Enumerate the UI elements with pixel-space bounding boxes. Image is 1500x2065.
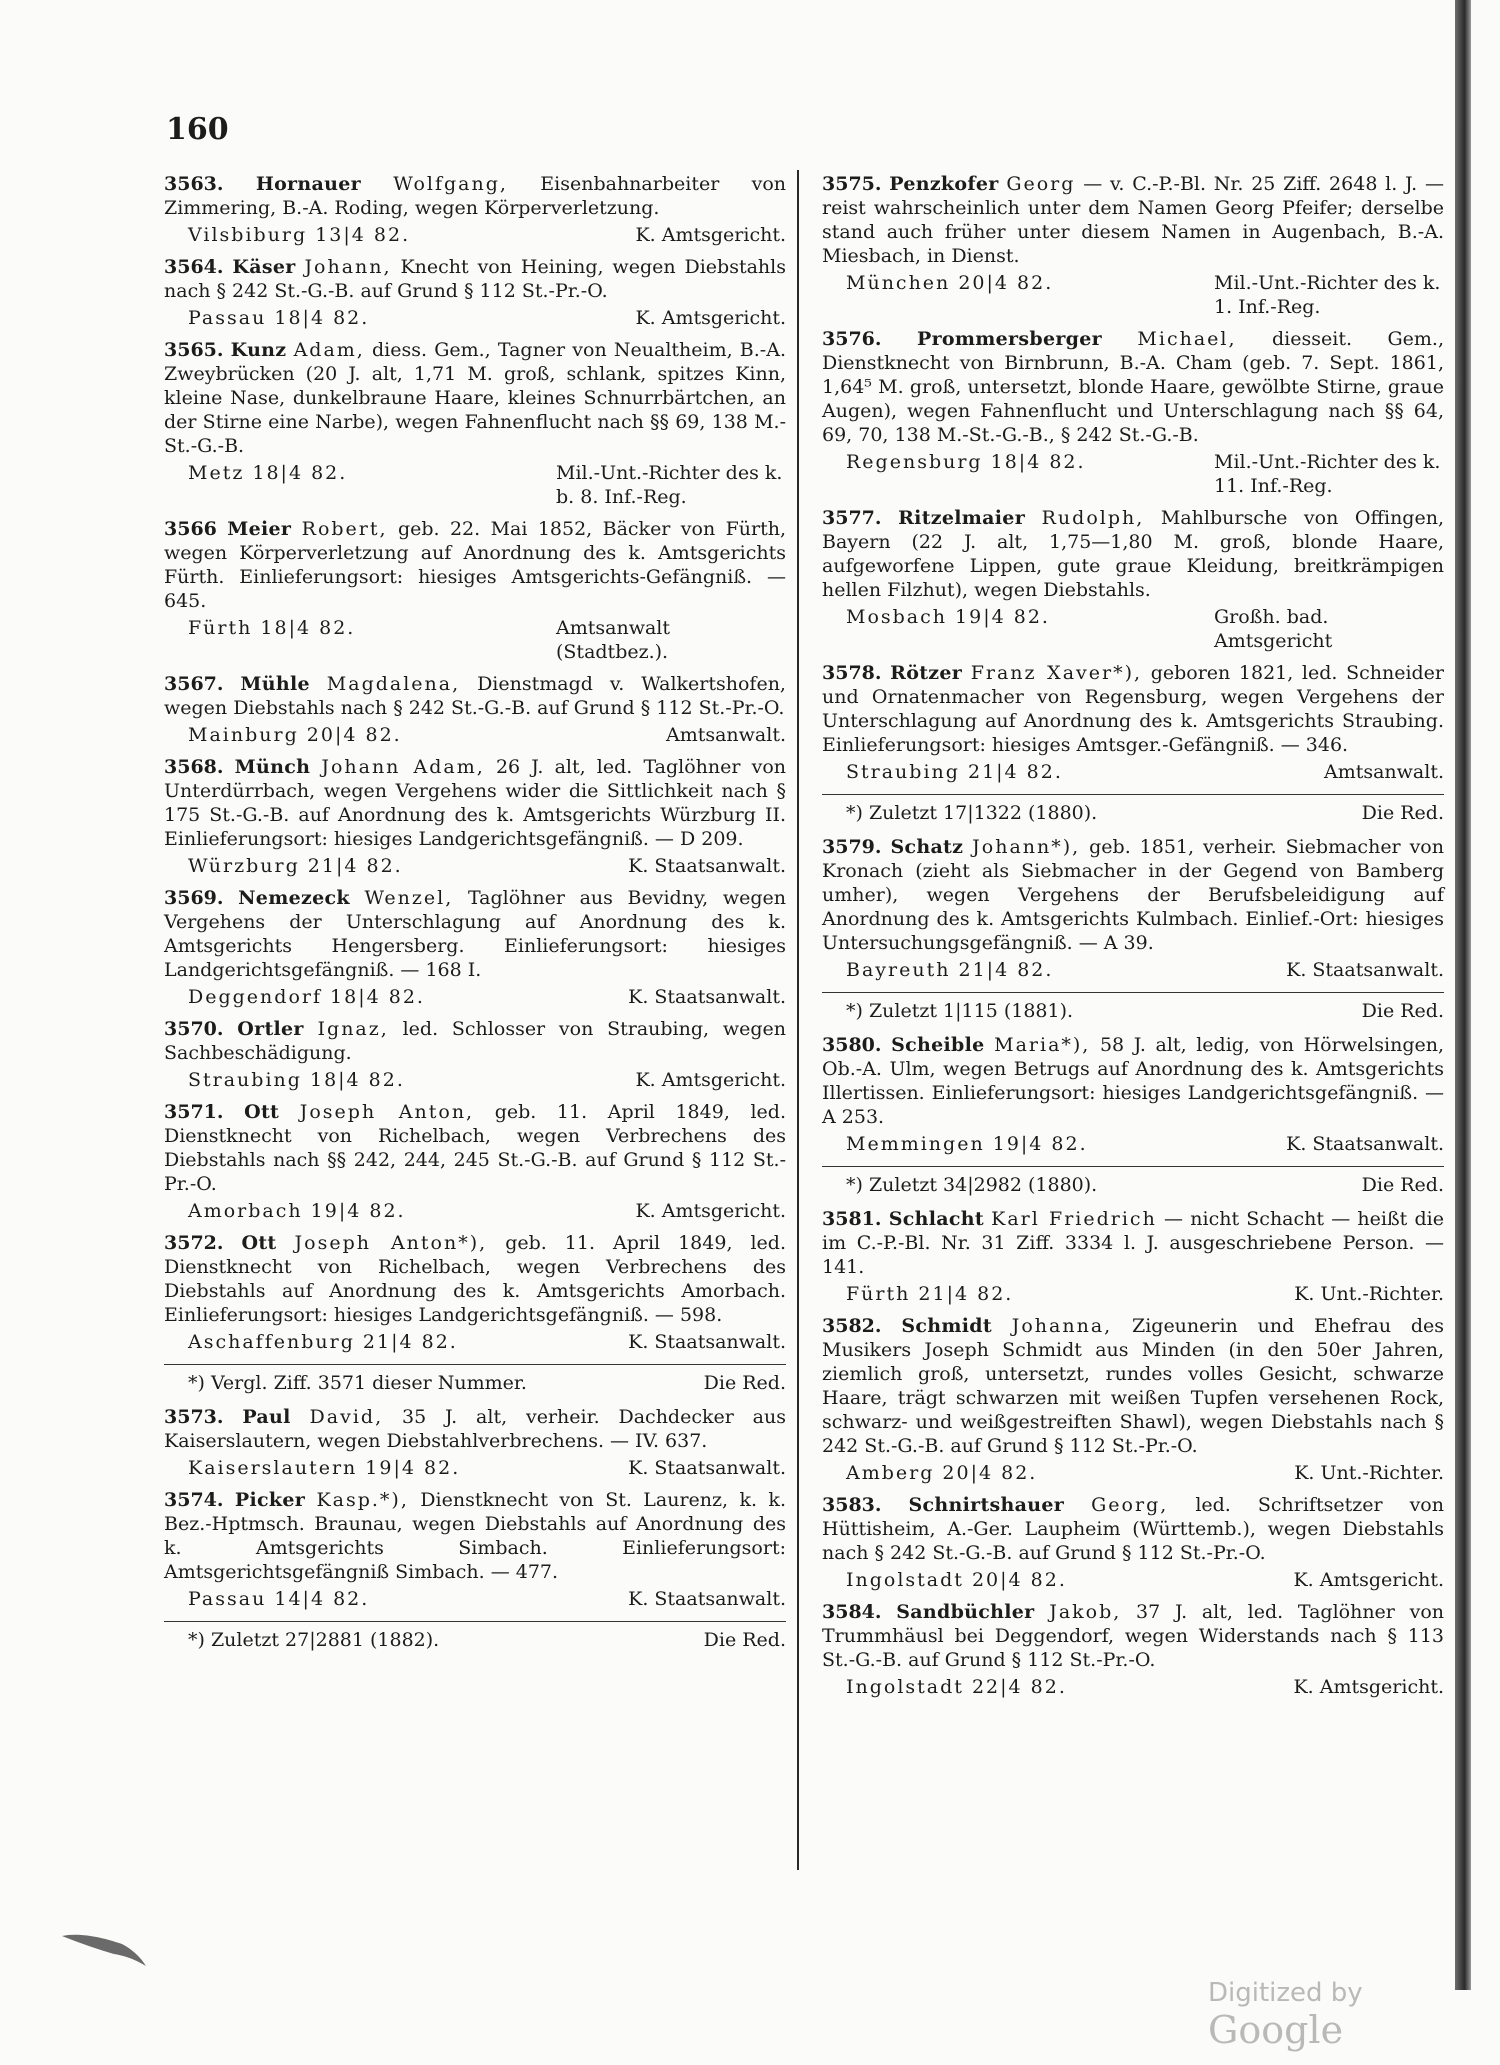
entry-signature [164,223,786,247]
entry-signature [164,1330,786,1354]
entry-surname: Münch [234,756,311,778]
entry-description: Knecht von Heining, wegen Diebstahls nach § 242 St.-G.-B. auf Grund § 112 St.-Pr.-O. [164,256,786,302]
entry-text [164,755,786,851]
entry-authority: K. Staatsanwalt. [628,1331,786,1353]
entry-number: 3567. [164,673,224,695]
entry-authority: K. Staatsanwalt. [1286,1133,1444,1155]
entry-authority: K. Amtsgericht. [1293,1676,1444,1698]
entry-given-name: Jakob, [1049,1601,1122,1623]
register-entry [164,338,786,509]
footnote-text: *) Zuletzt 1|115 (1881). [846,1000,1074,1022]
entry-description: led. Schlosser von Straubing, wegen Sachbeschädigung. [164,1018,786,1064]
entry-number: 3571. [164,1101,224,1123]
footnote [164,1628,786,1652]
entry-text [822,661,1444,757]
entry-surname: Schmidt [901,1315,992,1337]
entry-given-name: Georg, [1091,1494,1169,1516]
entry-text [164,255,786,303]
entry-surname: Kunz [230,339,287,361]
footnote-rule [164,1621,786,1622]
entry-description: 58 J. alt, ledig, von Hörwelsingen, Ob.-A. Ulm, wegen Betrugs auf Anordnung des k. Amtsgerichts Illertissen. Einlieferungsort: hiesiges Landgerichtsgefängniß. — A 253. [822,1034,1444,1128]
footnote-rule [822,794,1444,795]
entry-text [822,1314,1444,1458]
entry-place-date: Mainburg 20|4 82. [188,724,402,746]
entry-description: 37 J. alt, led. Taglöhner von Trummhäusl bei Deggendorf, wegen Widerstands nach § 113 St.-G.-B. auf Grund § 112 St.-Pr.-O. [822,1601,1445,1671]
register-entry [164,255,786,330]
entry-description: Eisenbahnarbeiter von Zimmering, B.-A. Roding, wegen Körperverletzung. [164,173,787,219]
entry-authority: K. Amtsgericht. [635,307,786,329]
entry-place-date: Fürth 18|4 82. [188,617,356,639]
entry-given-name: Wenzel, [364,887,454,909]
entry-description: diesseit. Gem., Dienstknecht von Birnbrunn, B.-A. Cham (geb. 7. Sept. 1861, 1,64⁵ M. groß, untersetzt, blonde Haare, gewölbte Stirne, graue Augen), wegen Fahnenflucht und Unterschlagung nach §§ 64, 69, 70, 138 M.-St.-G.-B., § 242 St.-G.-B. [822,328,1444,446]
entry-surname: Mühle [240,673,310,695]
entry-place-date: München 20|4 82. [846,272,1054,294]
entry-signature [822,605,1444,653]
entry-text [164,1488,786,1584]
entry-surname: Nemezeck [238,887,350,909]
entry-place-date: Straubing 21|4 82. [846,761,1063,783]
entry-description: diess. Gem., Tagner von Neualtheim, B.-A. Zweybrücken (20 J. alt, 1,71 M. groß, schlank, spitzes Kinn, kleine Nase, dunkelbraune Haare, kleines Schnurrbärtchen, an der Stirne eine Narbe), wegen Fahnenflucht nach §§ 69, 138 M.-St.-G.-B. [164,339,786,457]
entry-number: 3575. [822,173,882,195]
entry-description: 26 J. alt, led. Taglöhner von Unterdürrbach, wegen Vergehens wider die Sittlichkeit nach § 175 St.-G.-B. auf Anordnung des k. Amtsgerichts Würzburg II. Einlieferungsort: hiesiges Landgerichtsgefängniß. — D 209. [164,756,787,850]
entry-authority: K. Unt.-Richter. [1294,1462,1444,1484]
entry-text [164,172,786,220]
entry-authority: Mil.-Unt.-Richter des k. b. 8. Inf.-Reg. [556,462,783,508]
entry-surname: Meier [227,518,292,540]
entry-number: 3578. [822,662,882,684]
entry-number: 3569. [164,887,224,909]
footnote-sign: Die Red. [1361,1174,1444,1196]
entry-signature [164,985,786,1009]
footnote-text: *) Zuletzt 27|2881 (1882). [188,1629,440,1651]
register-entry [822,172,1444,319]
page-edge-shadow [1455,0,1471,1990]
entry-text [164,517,786,613]
entry-authority: Amtsanwalt. [1323,761,1444,783]
entry-surname: Penzkofer [889,173,999,195]
entry-number: 3582. [822,1315,882,1337]
entry-number: 3579. [822,836,882,858]
entry-text [164,1231,786,1327]
entry-place-date: Memmingen 19|4 82. [846,1133,1088,1155]
entry-text [822,1493,1444,1565]
entry-place-date: Würzburg 21|4 82. [188,855,403,877]
entry-surname: Prommersberger [916,328,1102,350]
entry-given-name: Robert, [301,518,388,540]
entry-given-name: Joseph Anton*), [294,1232,488,1254]
column-divider [797,170,799,1870]
entry-authority: Mil.-Unt.-Richter des k. 11. Inf.-Reg. [1214,451,1441,497]
register-entry [164,1231,786,1354]
register-entry [164,886,786,1009]
register-entry [164,1405,786,1480]
entry-given-name: Franz Xaver*), [970,662,1143,684]
entry-signature [822,1461,1444,1485]
entry-surname: Picker [234,1489,306,1511]
footnote [822,801,1444,825]
register-entry [822,661,1444,784]
register-entry [822,835,1444,982]
entry-text [822,172,1444,268]
entry-description: led. Schriftsetzer von Hüttisheim, A.-Ger. Laupheim (Württemb.), wegen Diebstahls nach § 242 St.-G.-B. auf Grund § 112 St.-Pr.-O. [822,1494,1444,1564]
register-entry [164,1488,786,1611]
entry-authority: K. Staatsanwalt. [628,986,786,1008]
entry-signature [164,1587,786,1611]
entry-given-name: David, [309,1406,384,1428]
entry-text [164,1017,786,1065]
entry-authority: Mil.-Unt.-Richter des k. 1. Inf.-Reg. [1214,272,1441,318]
footnote-sign: Die Red. [1361,1000,1444,1022]
entry-place-date: Aschaffenburg 21|4 82. [188,1331,458,1353]
entry-number: 3577. [822,507,882,529]
entry-description: Taglöhner aus Bevidny, wegen Vergehens der Unterschlagung auf Anordnung des k. Amtsgerichts Hengersberg. Einlieferungsort: hiesiges Landgerichtsgefängniß. — 168 I. [164,887,786,981]
entry-given-name: Wolfgang, [393,173,508,195]
entry-description: geboren 1821, led. Schneider und Ornatenmacher von Regensburg, wegen Vergehens der Unterschlagung auf Anordnung des k. Amtsgerichts Straubing. Einlieferungsort: hiesiges Amtsger.-Gefängniß. — 346. [822,662,1445,756]
entry-given-name: Rudolph, [1041,507,1145,529]
entry-given-name: Johann Adam, [321,756,485,778]
entry-place-date: Vilsbiburg 13|4 82. [188,224,411,246]
entry-description: Dienstknecht von St. Laurenz, k. k. Bez.-Hptmsch. Braunau, wegen Diebstahls auf Anordnung des k. Amtsgerichts Simbach. Einlieferungsort: Amtsgerichtsgefängniß Simbach. — 477. [164,1489,786,1583]
entry-surname: Schnirtshauer [908,1494,1065,1516]
entry-text [822,835,1444,955]
footnote-text: *) Zuletzt 17|1322 (1880). [846,802,1098,824]
register-entry [164,1017,786,1092]
entry-surname: Hornauer [255,173,361,195]
entry-place-date: Straubing 18|4 82. [188,1069,405,1091]
entry-text [822,1207,1444,1279]
entry-number: 3576. [822,328,882,350]
entry-surname: Paul [242,1406,291,1428]
entry-number: 3583. [822,1494,882,1516]
entry-surname: Schlacht [888,1208,984,1230]
entry-place-date: Ingolstadt 22|4 82. [846,1676,1067,1698]
entry-surname: Ritzelmaier [898,507,1026,529]
entry-given-name: Maria*), [994,1034,1091,1056]
entry-text [822,327,1444,447]
entry-signature [822,1675,1444,1699]
entry-place-date: Mosbach 19|4 82. [846,606,1050,628]
entry-number: 3572. [164,1232,224,1254]
entry-description: — v. C.-P.-Bl. Nr. 25 Ziff. 2648 l. J. — reist wahrscheinlich unter dem Namen Georg Pfeifer; derselbe stand auch früher unter diesem Namen in Augenbach, B.-A. Miesbach, in Dienst. [822,173,1444,267]
entry-authority: K. Staatsanwalt. [628,855,786,877]
entry-surname: Ortler [237,1018,304,1040]
entry-number: 3568. [164,756,224,778]
footnote-sign: Die Red. [1361,802,1444,824]
entry-text [164,1100,786,1196]
register-entry [164,517,786,664]
entry-number: 3565. [164,339,224,361]
entry-signature [822,760,1444,784]
entry-given-name: Magdalena, [326,673,461,695]
entry-signature [164,1199,786,1223]
entry-signature [822,271,1444,319]
entry-authority: K. Amtsgericht. [635,224,786,246]
register-entry [822,1600,1444,1699]
entry-number: 3581. [822,1208,882,1230]
entry-number: 3570. [164,1018,224,1040]
entry-surname: Sandbüchler [896,1601,1035,1623]
entry-signature [164,1456,786,1480]
entry-place-date: Metz 18|4 82. [188,462,348,484]
entry-authority: Großh. bad. Amtsgericht [1214,606,1333,652]
entry-signature [822,958,1444,982]
entry-given-name: Joseph Anton, [299,1101,475,1123]
footnote-sign: Die Red. [703,1372,786,1394]
entry-place-date: Kaiserslautern 19|4 82. [188,1457,461,1479]
register-entry [822,1493,1444,1592]
entry-place-date: Regensburg 18|4 82. [846,451,1086,473]
footnote [822,999,1444,1023]
watermark-prefix: Digitized by [1208,1978,1363,2008]
entry-place-date: Bayreuth 21|4 82. [846,959,1054,981]
entry-description: geb. 1851, verheir. Siebmacher von Kronach (zieht als Siebmacher in der Gegend von Bamberg umher), wegen Vergehens der Berufsbeleidigung auf Anordnung des k. Amtsgerichts Kulmbach. Einlief.-Ort: hiesiges Untersuchungsgefängniß. — A 39. [822,836,1444,954]
entry-signature [164,461,786,509]
page-number: 160 [166,112,229,147]
entry-number: 3573. [164,1406,224,1428]
entry-surname: Rötzer [890,662,963,684]
entry-text [822,1033,1444,1129]
entry-authority: K. Amtsgericht. [635,1200,786,1222]
entry-description: 35 J. alt, verheir. Dachdecker aus Kaiserslautern, wegen Diebstahlverbrechens. — IV. 637. [164,1406,786,1452]
entry-place-date: Passau 14|4 82. [188,1588,370,1610]
entry-given-name: Karl Friedrich [991,1208,1157,1230]
entry-signature [822,1282,1444,1306]
entry-text [164,672,786,720]
entry-signature [822,450,1444,498]
register-entry [822,506,1444,653]
entry-text [164,1405,786,1453]
entry-surname: Käser [232,256,296,278]
entry-signature [164,306,786,330]
footnote-text: *) Zuletzt 34|2982 (1880). [846,1174,1098,1196]
entry-number: 3580. [822,1034,882,1056]
register-entry [164,172,786,247]
entry-signature [822,1132,1444,1156]
entry-text [822,506,1444,602]
register-entry [822,1207,1444,1306]
entry-given-name: Georg [1006,173,1076,195]
entry-description: geb. 11. April 1849, led. Dienstknecht von Richelbach, wegen Verbrechens des Diebstahls nach §§ 242, 244, 245 St.-G.-B. auf Grund § 112 St.-Pr.-O. [164,1101,786,1195]
footnote-rule [164,1364,786,1365]
digitized-watermark [1208,1978,1500,2052]
footnote-rule [822,1166,1444,1167]
left-column [164,172,786,1662]
entry-number: 3574. [164,1489,224,1511]
entry-authority: K. Unt.-Richter. [1294,1283,1444,1305]
entry-description: geb. 11. April 1849, led. Dienstknecht von Richelbach, wegen Verbrechens des Diebstahls auf Anordnung des k. Amtsgerichts Amorbach. Einlieferungsort: hiesiges Landgerichtsgefängniß. — 598. [164,1232,787,1326]
entry-number: 3564. [164,256,224,278]
entry-surname: Schatz [890,836,964,858]
right-column [822,172,1444,1707]
entry-description: — nicht Schacht — heißt die im C.-P.-Bl. Nr. 31 Ziff. 3334 l. J. ausgeschriebene Person. — 141. [822,1208,1445,1278]
entry-text [822,1600,1444,1672]
entry-number: 3584. [822,1601,882,1623]
register-entry [164,672,786,747]
entry-authority: K. Staatsanwalt. [628,1588,786,1610]
entry-place-date: Passau 18|4 82. [188,307,370,329]
entry-place-date: Amberg 20|4 82. [846,1462,1038,1484]
entry-signature [164,723,786,747]
scan-thumb-mark [60,1930,150,1970]
entry-surname: Ott [244,1101,280,1123]
entry-given-name: Kasp.*), [316,1489,409,1511]
register-entry [822,1314,1444,1485]
entry-surname: Ott [241,1232,277,1254]
entry-description: Mahlbursche von Offingen, Bayern (22 J. alt, 1,75—1,80 M. groß, blonde Haare, aufgeworfene Lippen, gute graue Kleidung, breitkrämpigen hellen Filzhut), wegen Diebstahls. [822,507,1444,601]
watermark-brand: Google [1208,2008,1344,2052]
entry-given-name: Johanna, [1011,1315,1113,1337]
entry-place-date: Ingolstadt 20|4 82. [846,1569,1067,1591]
entry-authority: K. Staatsanwalt. [1286,959,1444,981]
entry-authority: Amtsanwalt. [665,724,786,746]
entry-authority: K. Staatsanwalt. [628,1457,786,1479]
entry-given-name: Johann, [304,256,392,278]
entry-authority: Amtsanwalt (Stadtbez.). [556,617,670,663]
footnote-rule [822,992,1444,993]
register-entry [164,1100,786,1223]
register-entry [164,755,786,878]
entry-place-date: Fürth 21|4 82. [846,1283,1014,1305]
register-entry [822,1033,1444,1156]
entry-description: Zigeunerin und Ehefrau des Musikers Joseph Schmidt aus Minden (in den 50er Jahren, ziemlich groß, untersetzt, rundes volles Gesicht, schwarze Haare, trägt schwarzen mit weißen Tupfen versehenen Rock, schwarz- und weißgestreiften Shawl), wegen Diebstahls nach § 242 St.-G.-B. auf Grund § 112 St.-Pr.-O. [822,1315,1445,1457]
entry-text [164,886,786,982]
entry-given-name: Ignaz, [317,1018,389,1040]
entry-signature [164,854,786,878]
entry-surname: Scheible [891,1034,985,1056]
footnote [164,1371,786,1395]
register-entry [822,327,1444,498]
entry-place-date: Amorbach 19|4 82. [188,1200,406,1222]
entry-given-name: Adam, [293,339,365,361]
entry-given-name: Michael, [1137,328,1237,350]
entry-signature [164,616,786,664]
entry-text [164,338,786,458]
entry-description: geb. 22. Mai 1852, Bäcker von Fürth, wegen Körperverletzung auf Anordnung des k. Amtsgerichts Fürth. Einlieferungsort: hiesiges Amtsgerichts-Gefängniß. — 645. [164,518,787,612]
footnote-sign: Die Red. [703,1629,786,1651]
entry-description: Dienstmagd v. Walkertshofen, wegen Diebstahls nach § 242 St.-G.-B. auf Grund § 112 St.-Pr.-O. [164,673,786,719]
entry-signature [164,1068,786,1092]
entry-authority: K. Amtsgericht. [635,1069,786,1091]
entry-signature [822,1568,1444,1592]
entry-number: 3563. [164,173,224,195]
footnote [822,1173,1444,1197]
entry-place-date: Deggendorf 18|4 82. [188,986,425,1008]
entry-given-name: Johann*), [972,836,1081,858]
entry-number: 3566 [164,518,217,540]
entry-authority: K. Amtsgericht. [1293,1569,1444,1591]
footnote-text: *) Vergl. Ziff. 3571 dieser Nummer. [188,1372,527,1394]
